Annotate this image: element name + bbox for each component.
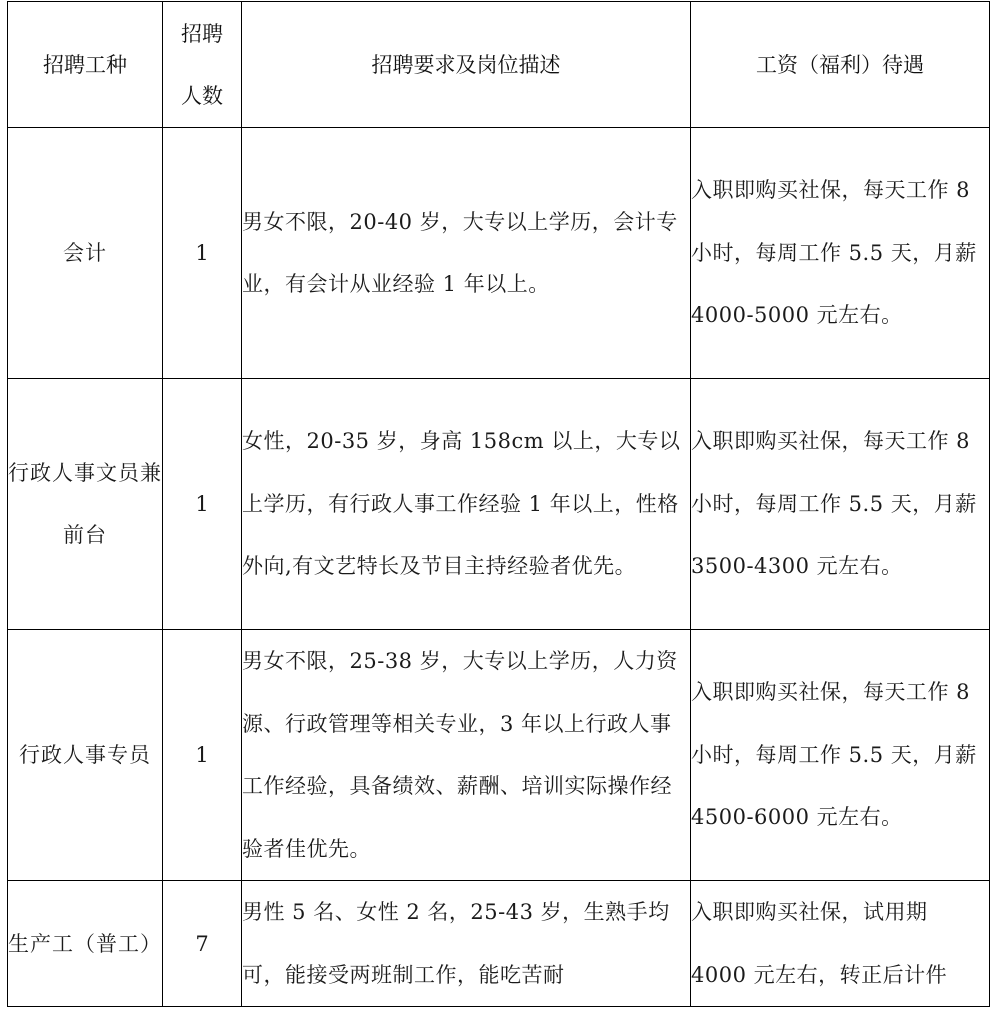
table-row (8, 128, 990, 379)
cell-job-type: 生产工（普工） (8, 881, 163, 1007)
cell-headcount: 1 (163, 630, 242, 881)
cell-requirements: 男女不限，20-40 岁，大专以上学历，会计专业，有会计从业经验 1 年以上。 (242, 128, 691, 379)
table-row (8, 881, 990, 1007)
cell-requirements: 男性 5 名、女性 2 名，25-43 岁，生熟手均可，能接受两班制工作，能吃苦耐 (242, 881, 691, 1007)
cell-headcount: 1 (163, 128, 242, 379)
header-job-type: 招聘工种 (8, 2, 163, 128)
recruitment-table (7, 1, 990, 1007)
cell-salary: 入职即购买社保，每天工作 8 小时，每周工作 5.5 天，月薪 4000-5000 元左右。 (691, 128, 990, 379)
cell-job-type: 行政人事专员 (8, 630, 163, 881)
table-header-row (8, 2, 990, 128)
cell-requirements: 男女不限，25-38 岁，大专以上学历，人力资源、行政管理等相关专业，3 年以上行政人事工作经验，具备绩效、薪酬、培训实际操作经验者佳优先。 (242, 630, 691, 881)
cell-salary: 入职即购买社保，每天工作 8 小时，每周工作 5.5 天，月薪 3500-4300 元左右。 (691, 379, 990, 630)
cell-salary: 入职即购买社保，每天工作 8 小时，每周工作 5.5 天，月薪 4500-6000 元左右。 (691, 630, 990, 881)
header-headcount (163, 2, 242, 128)
cell-job-type: 会计 (8, 128, 163, 379)
header-salary: 工资（福利）待遇 (691, 2, 990, 128)
cell-salary: 入职即购买社保，试用期 4000 元左右，转正后计件 (691, 881, 990, 1007)
cell-requirements: 女性，20-35 岁，身高 158cm 以上，大专以上学历，有行政人事工作经验 1 年以上，性格外向,有文艺特长及节目主持经验者优先。 (242, 379, 691, 630)
header-headcount-line2: 人数 (181, 83, 223, 108)
header-requirements: 招聘要求及岗位描述 (242, 2, 691, 128)
table-row (8, 630, 990, 881)
cell-headcount: 1 (163, 379, 242, 630)
cell-headcount: 7 (163, 881, 242, 1007)
table-row (8, 379, 990, 630)
header-headcount-line1: 招聘 (181, 21, 223, 46)
cell-job-type: 行政人事文员兼前台 (8, 379, 163, 630)
